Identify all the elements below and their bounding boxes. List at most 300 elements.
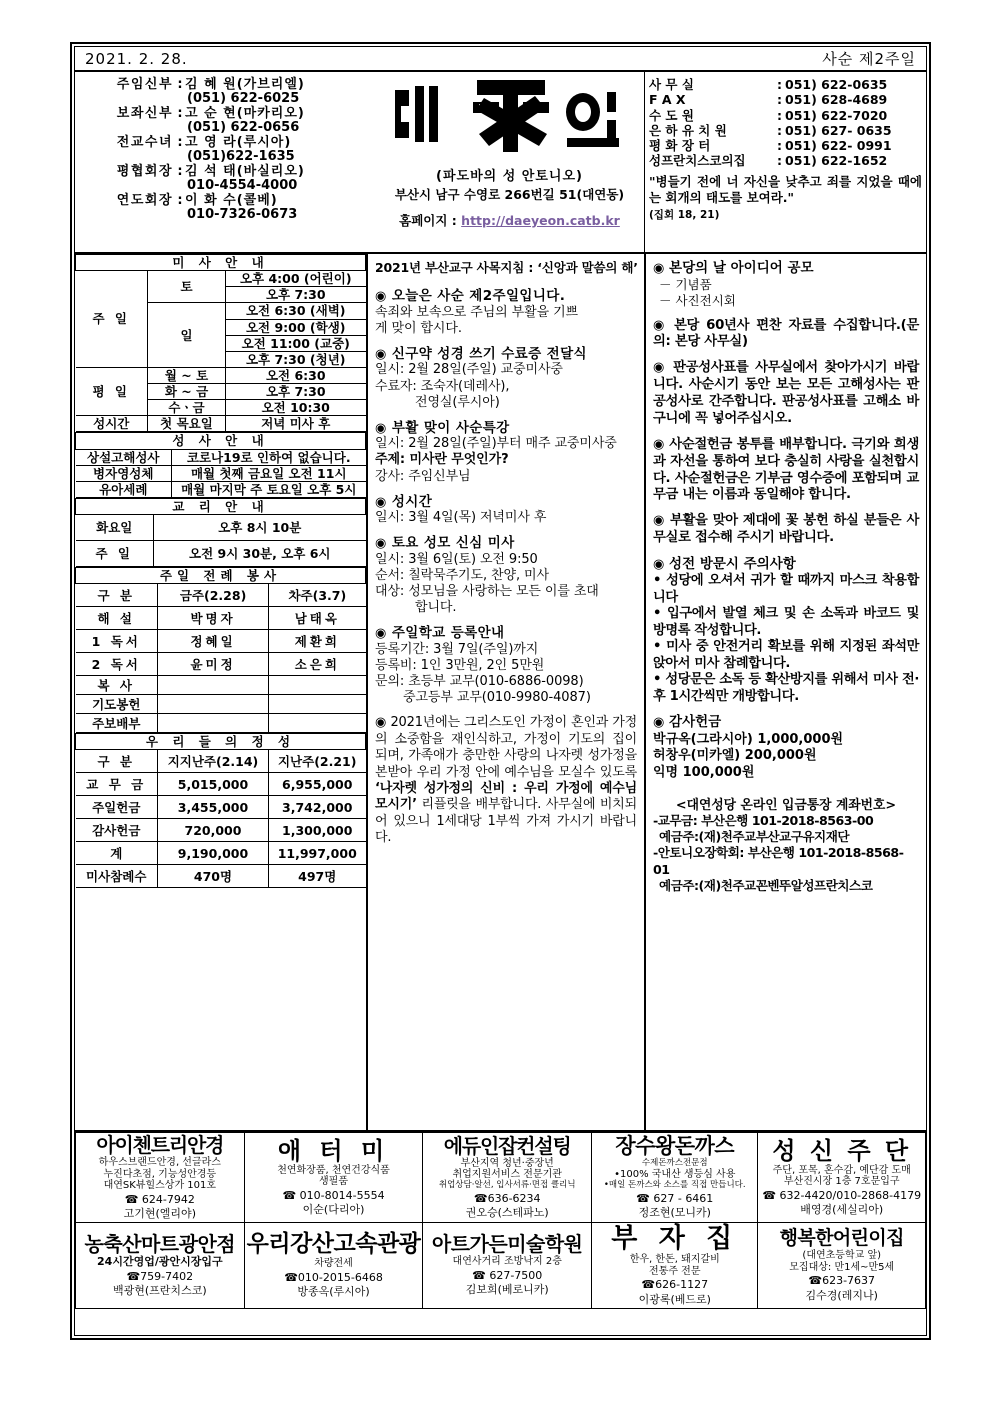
bullet-circle-icon: ◉ [375, 420, 387, 436]
contact-number: 051) 622- 0991 [785, 138, 892, 153]
precaution-text: 미사 중 안전거리 확보를 위해 지정된 좌석만 앉아서 미사 참례합니다. [653, 639, 920, 671]
parish-homepage [375, 211, 644, 229]
offerings-category: 교 무 금 [76, 773, 158, 796]
announcement-body-text: 부활을 맞아 제대에 꽃 봉헌 하실 분들은 사무실로 접수해 주시기 바랍니다. [653, 513, 919, 546]
liturgy-service-title: 주일 전례 봉사 [76, 568, 366, 584]
catechesis-value: 오전 9시 30분, 오후 6시 [154, 541, 366, 567]
announcement-title-text: 성전 방문시 주의사항 [669, 556, 796, 572]
catechesis-table [75, 498, 366, 567]
sacrament-label: 병자영성체 [76, 465, 172, 481]
bullet-dot-icon: • [653, 639, 662, 655]
ad-contact-person: 이광록(베드로) [638, 1292, 711, 1306]
ad-business-name: 우리강산고속관광 [246, 1230, 421, 1257]
ad-contact-person: 배영경(세실리아) [800, 1203, 884, 1217]
liturgy-person-next-week [269, 676, 366, 695]
ad-description: 대연사거리 조방낙지 2층 [452, 1256, 562, 1268]
liturgy-header-this-week: 금주(2.28) [158, 584, 269, 607]
ad-description: 하우스브랜드안경, 선글라스 [98, 1157, 221, 1168]
contact-colon: : [777, 92, 782, 108]
family-paragraph-before: 2021년에는 그리스도인 가정이 혼인과 가정의 소중함을 재인식하고, 가정이 기도의 집이 되며, 가족애가 충만한 사랑의 나자렛 성가정을 본받아 우리 가정 안에 예수님을 모실수 있도록 [375, 715, 637, 780]
offerings-table [75, 733, 366, 888]
liturgy-role: 해 설 [76, 607, 158, 630]
liturgy-person-next-week: 제환희 [269, 630, 366, 653]
precaution-item [653, 672, 919, 705]
contact-label: 사 무 실 [649, 77, 694, 92]
ad-phone: ☎759-7402 [126, 1269, 194, 1283]
ad-business-name: 에듀인잡컨설팅 [443, 1133, 571, 1158]
staff-colon: : [177, 164, 183, 179]
bullet-circle-icon: ◉ [653, 436, 665, 452]
contact-number: 051) 622-1652 [785, 153, 888, 169]
ad-contact-person: 김수경(레지나) [805, 1288, 878, 1302]
ad-cell[interactable] [244, 1223, 423, 1309]
offerings-header-prev1: 지난주(2.21) [268, 750, 365, 773]
contact-label: 성프란치스코의집 [649, 153, 746, 169]
ad-description: 취업상담·알선, 입사서류·면접 클리닉 [438, 1180, 576, 1191]
offerings-amount-prev1: 1,300,000 [268, 819, 365, 842]
attendance-label: 미사참례수 [76, 865, 158, 888]
contact-row [649, 123, 922, 138]
contact-row [649, 92, 922, 107]
diocese-guideline: 2021년 부산교구 사목지침 : ‘신앙과 말씀의 해’ [375, 260, 638, 275]
ad-cell[interactable] [592, 1133, 758, 1223]
ad-description: (대연초등학교 앞) [802, 1250, 882, 1262]
family-paragraph-after: 리플릿을 배부합니다. 사무실에 비치되어 있으니 1세대당 1부씩 가져 가시기 바랍니다. [375, 797, 637, 846]
ad-description: 취업지원서비스 전문기관 [452, 1169, 562, 1181]
contact-colon: : [777, 122, 782, 138]
bullet-circle-icon: ◉ [653, 360, 667, 376]
announcement-line: 순서: 칠락묵주기도, 찬양, 미사 [375, 568, 549, 584]
contact-label: 평 화 장 터 [649, 138, 711, 153]
thanks-offering-block [653, 714, 919, 782]
parish-patron: (파도바의 성 안토니오) [436, 169, 583, 184]
ad-phone: ☎ 624-7942 [124, 1192, 195, 1206]
contact-number: 051) 627- 0635 [785, 122, 892, 138]
ad-cell[interactable] [76, 1223, 245, 1309]
advertisements-section [75, 1130, 926, 1306]
precaution-text: 성당에 오셔서 귀가 할 때까지 마스크 착용합니다 [653, 573, 920, 605]
daeyeon-logo-icon [385, 76, 635, 162]
ad-contact-person: 이순(다리아) [302, 1203, 365, 1217]
bullet-circle-icon: ◉ [653, 317, 667, 333]
mass-day-sunday: 일 [148, 303, 226, 368]
announcement-line: 일시: 2월 28일(주일) 교중미사중 [375, 362, 563, 378]
mass-day-weekday: 월 ~ 토 [148, 367, 226, 383]
announcement-line: 일시: 3월 6일(토) 오전 9:50 [375, 551, 538, 567]
ad-cell[interactable] [76, 1133, 245, 1223]
announcement-item [375, 346, 637, 411]
contact-row [649, 108, 922, 123]
announcement-title-text: 본당의 날 아이디어 공모 [669, 260, 814, 276]
mass-time: 오전 10:30 [226, 400, 366, 416]
announcement-title [375, 535, 637, 552]
announcement-title [653, 260, 919, 277]
family-paragraph-bold: ‘나자렛 성가정의 신비 : 우리 가정에 예수님 모시기’ [375, 780, 637, 813]
announcement-title-text: 성시간 [391, 493, 433, 510]
ad-description: 천연화장품, 천연건강식품 [277, 1164, 390, 1176]
ad-description: 부산지역 청년·중장년 [460, 1157, 554, 1169]
staff-role: 보좌신부 [116, 106, 173, 121]
liturgy-person-this-week: 윤미정 [158, 653, 269, 676]
sacrament-value: 매월 마지막 주 토요일 오후 5시 [172, 481, 366, 497]
liturgy-header-category: 구 분 [76, 584, 158, 607]
announcement-title-text: 주일학교 등록안내 [391, 625, 505, 642]
announcement-body-text: 판공성사표를 사무실에서 찾아가시기 바랍니다. 사순시기 동안 보는 모든 고해성사는 판공성사로 간주합니다. 판공성사표를 고해소 바구니에 꼭 넣어주십시오. [653, 360, 919, 426]
announcement-body [653, 318, 919, 352]
staff-row [79, 136, 371, 149]
announcement-item [653, 360, 919, 428]
announcement-line: 등록비: 1인 3만원, 2인 5만원 [375, 658, 545, 674]
ad-contact-person: 고기현(엘리야) [123, 1206, 196, 1220]
scripture-source: (집회 18, 21) [649, 208, 720, 221]
staff-phone: 010-4554-4000 [187, 178, 298, 193]
family-leaflet-paragraph [375, 715, 637, 846]
ad-phone: ☎623-7637 [808, 1274, 876, 1288]
bulletin-page [70, 42, 931, 1340]
liturgy-header-next-week: 차주(3.7) [269, 584, 366, 607]
ad-business-name: 애 터 미 [277, 1136, 390, 1165]
staff-row [79, 194, 371, 207]
bullet-circle-icon: ◉ [375, 346, 387, 362]
liturgy-person-this-week [158, 676, 269, 695]
staff-row [79, 78, 371, 91]
announcement-item [375, 535, 637, 616]
contact-colon: : [777, 138, 782, 153]
announcement-item [375, 494, 637, 527]
announcement-line: 합니다. [415, 600, 457, 616]
liturgy-person-this-week [158, 695, 269, 714]
mass-time: 오전 9:00 (학생) [226, 319, 366, 335]
contact-colon: : [777, 153, 782, 169]
ad-description: •100% 국내산 생등심 사용 [614, 1169, 736, 1181]
staff-name: 김 석 태(바실리오) [185, 164, 305, 179]
mass-time: 오전 11:00 (교중) [226, 335, 366, 351]
announcement-line: 게 맞이 합시다. [375, 320, 462, 336]
staff-colon: : [177, 77, 183, 92]
announcement-title-text: 토요 성모 신심 미사 [391, 535, 515, 552]
holy-hour-day: 첫 목요일 [148, 416, 226, 432]
parish-logo [375, 74, 644, 164]
sacrament-label: 상설고해성사 [76, 449, 172, 465]
thanks-offering-entry: 박규옥(그라시아) 1,000,000원 [653, 731, 844, 747]
ad-contact-person: 방종옥(루시아) [297, 1284, 370, 1298]
offerings-total-prev1: 11,997,000 [268, 842, 365, 865]
staff-phone: (051) 622-6025 [187, 91, 300, 106]
announcement-item [653, 437, 919, 505]
thanks-offering-entry: 익명 100,000원 [653, 765, 755, 781]
ad-cell[interactable] [423, 1223, 592, 1309]
parish-identity [375, 72, 644, 252]
attendance-prev1: 497명 [268, 865, 365, 888]
sacraments-table [75, 432, 366, 498]
announcement-item [653, 556, 919, 705]
offerings-amount-prev1: 3,742,000 [268, 796, 365, 819]
liturgy-person-next-week: 남태옥 [269, 607, 366, 630]
mass-time: 오후 7:30 (청년) [226, 351, 366, 367]
bullet-dot-icon: • [653, 672, 662, 688]
staff-colon: : [177, 193, 183, 208]
offerings-amount-prev2: 720,000 [158, 819, 269, 842]
staff-colon: : [177, 106, 183, 121]
precaution-item [653, 606, 919, 639]
announcement-body-text: 사순절헌금 봉투를 배부합니다. 극기와 희생과 자선을 통하여 보다 충실히 사랑을 실천합시다. 사순절헌금은 기부금 영수증에 포함되며 교무금 내는 이름과 동일해야 합니다. [653, 436, 919, 503]
catechesis-value: 오후 8시 10분 [154, 515, 366, 541]
announcement-line: 수료자: 조숙자(데레사), [375, 378, 510, 394]
announcement-title [375, 494, 637, 511]
thanks-offering-title-text: 감사헌금 [669, 714, 722, 731]
staff-directory [75, 72, 375, 252]
precaution-text: 입구에서 발열 체크 및 손 소독과 바코드 및 방명록 작성합니다. [653, 606, 919, 638]
liturgy-service-table [75, 567, 366, 733]
offerings-amount-prev2: 3,455,000 [158, 796, 269, 819]
mass-group-weekday: 평 일 [76, 367, 148, 415]
announcement-title [653, 556, 919, 573]
sacrament-value: 코로나19로 인하여 없습니다. [172, 449, 366, 465]
homepage-link[interactable]: http://daeyeon.catb.kr [461, 213, 620, 228]
offerings-total-label: 계 [76, 842, 158, 865]
announcement-line: 일시: 3월 4일(목) 저녁미사 후 [375, 510, 547, 526]
liturgy-person-next-week: 소은희 [269, 653, 366, 676]
contact-row [649, 138, 922, 153]
contact-colon: : [777, 107, 782, 123]
announcement-subitem: － 기념품 [659, 277, 712, 293]
bank-accounts-block [653, 794, 919, 894]
offerings-header-prev2: 지지난주(2.14) [158, 750, 269, 773]
mass-schedule-title: 미 사 안 내 [76, 255, 366, 271]
announcement-item [375, 288, 637, 337]
ad-description: 차량전세 [314, 1257, 353, 1269]
ad-description: 24시간영업/광안시장입구 [97, 1254, 223, 1268]
offerings-title: 우 리 들 의 정 성 [76, 734, 366, 750]
bulletin-body [75, 254, 926, 1130]
announcement-subject: 주제: 미사란 무엇인가? [375, 452, 509, 468]
ad-description: 대연SK뷰힐스상가 101호 [103, 1180, 217, 1192]
bank-account-line: -교무금: 부산은행 101-2018-8563-00 [653, 813, 874, 829]
bank-account-line: 예금주:(재)천주교부산교구유지재단 [659, 829, 850, 845]
ad-business-name: 행복한어린이집 [779, 1227, 904, 1250]
liturgy-role: 기도봉헌 [76, 695, 158, 714]
announcement-item [653, 318, 919, 352]
announcement-line: 중고등부 교무(010-9980-4087) [403, 690, 591, 706]
ad-phone: ☎ 627 - 6461 [636, 1191, 714, 1205]
announcement-body [653, 513, 919, 547]
announcement-line: 강사: 주임신부님 [375, 468, 471, 484]
staff-name: 고 영 라(루시아) [185, 135, 292, 150]
mass-day-weekday: 수ㆍ금 [148, 400, 226, 416]
ad-business-name: 아트가든미술학원 [431, 1232, 583, 1257]
staff-role: 연도회장 [116, 193, 173, 208]
announcement-title [375, 420, 637, 437]
offerings-amount-prev1: 6,955,000 [268, 773, 365, 796]
bullet-circle-icon: ◉ [375, 289, 387, 304]
announcement-line: 등록기간: 3월 7일(주일)까지 [375, 641, 539, 657]
announcement-line: 문의: 초등부 교무(010-6886-0098) [375, 674, 584, 690]
staff-role: 평협회장 [116, 164, 173, 179]
mass-time: 오후 4:00 (어린이) [226, 271, 366, 287]
holy-hour-time: 저녁 미사 후 [226, 416, 366, 432]
catechesis-label: 주 일 [76, 541, 154, 567]
bulletin-header [75, 72, 926, 254]
liturgy-role: 복 사 [76, 676, 158, 695]
precaution-item [653, 639, 919, 672]
ad-phone: ☎ 010-8014-5554 [282, 1188, 385, 1202]
contact-number: 051) 622-7020 [785, 107, 888, 123]
ad-description: 한우, 한돈, 돼지갈비 [629, 1254, 720, 1266]
mass-schedule-table [75, 254, 366, 432]
precaution-item [653, 573, 919, 606]
bullet-circle-icon: ◉ [375, 626, 387, 642]
ad-phone: ☎ 627-7500 [472, 1269, 543, 1283]
liturgy-person-next-week [269, 714, 366, 733]
offerings-category: 감사헌금 [76, 819, 158, 842]
ad-phone: ☎626-1127 [641, 1278, 709, 1292]
announcements-right-column [646, 254, 926, 1130]
bank-account-line: 예금주:(재)천주교꼰벤뚜알성프란치스코 [659, 877, 873, 893]
mass-time: 오후 7:30 [226, 384, 366, 400]
ad-cell[interactable] [758, 1223, 926, 1309]
liturgy-person-this-week: 박명자 [158, 607, 269, 630]
sacraments-title: 성 사 안 내 [76, 433, 366, 449]
contact-label: F A X [649, 92, 686, 108]
bullet-circle-icon: ◉ [375, 715, 387, 731]
staff-phone: (051)622-1635 [187, 149, 295, 164]
liturgy-role: 2 독서 [76, 653, 158, 676]
announcement-title [375, 288, 637, 305]
ad-description: 수제돈까스전문점 [641, 1158, 708, 1169]
contact-label: 은 하 유 치 원 [649, 122, 727, 138]
announcement-body-text: 본당 60년사 편찬 자료를 수집합니다.(문의: 본당 사무실) [653, 317, 919, 350]
liturgy-role: 주보배부 [76, 714, 158, 733]
schedule-tables-column [75, 254, 368, 1130]
holy-hour-label: 성시간 [76, 416, 148, 432]
mass-time: 오후 7:30 [226, 287, 366, 303]
ad-business-name: 부 자 집 [611, 1223, 739, 1255]
thanks-offering-entry: 허창우(미카엘) 200,000원 [653, 748, 817, 764]
liturgy-person-next-week [269, 695, 366, 714]
announcement-line: 속죄와 보속으로 주님의 부활을 기쁘 [375, 304, 578, 320]
ad-cell[interactable] [592, 1223, 758, 1309]
announcement-title [375, 346, 637, 363]
scripture-verse: "병들기 전에 너 자신을 낮추고 죄를 지었을 때에는 회개의 태도를 보여라." [649, 173, 922, 205]
advertisements-table [75, 1132, 926, 1309]
contact-directory [644, 72, 926, 252]
ads-row-top [76, 1133, 926, 1223]
catechesis-label: 화요일 [76, 515, 154, 541]
staff-name: 이 화 수(콜베) [185, 193, 278, 208]
ad-cell[interactable] [423, 1133, 592, 1223]
ad-contact-person: 김보희(베로니카) [465, 1283, 549, 1297]
announcement-line: 전영실(루시아) [415, 394, 500, 410]
staff-name: 김 혜 원(가브리엘) [185, 77, 305, 92]
offerings-total-prev2: 9,190,000 [158, 842, 269, 865]
bulletin-date: 2021. 2. 28. [85, 49, 188, 68]
announcement-title-text: 신구약 성경 쓰기 수료증 전달식 [391, 345, 587, 362]
date-bar [75, 47, 926, 72]
ad-business-name: 성 신 주 단 [772, 1136, 912, 1165]
offerings-amount-prev2: 5,015,000 [158, 773, 269, 796]
contact-row [649, 153, 922, 168]
announcement-line: 대상: 성모님을 사랑하는 모든 이를 초대 [375, 584, 599, 600]
ads-row-bottom [76, 1223, 926, 1309]
bullet-circle-icon: ◉ [653, 261, 665, 276]
thanks-offering-title [653, 714, 919, 731]
ad-description: 부산진시장 1층 7호문입구 [783, 1176, 900, 1188]
liturgical-season: 사순 제2주일 [822, 50, 916, 68]
mass-time: 오전 6:30 [226, 367, 366, 383]
ad-business-name: 장수왕돈까스 [615, 1134, 735, 1159]
liturgy-role: 1 독서 [76, 630, 158, 653]
liturgy-person-this-week [158, 714, 269, 733]
offerings-category: 주일헌금 [76, 796, 158, 819]
ad-business-name: 농축산마트광안점 [84, 1231, 236, 1256]
staff-phone: (051) 622-0656 [187, 120, 300, 135]
announcement-item [375, 420, 637, 485]
contact-label: 수 도 원 [649, 107, 694, 123]
announcement-title-text: 부활 맞이 사순특강 [391, 419, 510, 436]
catechesis-title: 교 리 안 내 [76, 498, 366, 514]
announcement-title-text: 오늘은 사순 제2주일입니다. [391, 288, 566, 304]
contact-number: 051) 628-4689 [785, 92, 888, 108]
ad-description: •매일 돈까스와 소스를 직접 만듭니다. [603, 1179, 746, 1190]
bullet-circle-icon: ◉ [375, 494, 387, 510]
ad-description: 생필품 [319, 1176, 348, 1188]
ad-phone: ☎010-2015-6468 [284, 1270, 383, 1284]
ad-phone: ☎ 632-4420/010-2868-4179 [762, 1188, 922, 1202]
ad-contact-person: 권오승(스테파노) [465, 1206, 549, 1220]
contact-colon: : [777, 77, 782, 92]
sacrament-label: 유아세례 [76, 481, 172, 497]
announcement-item [375, 625, 637, 706]
announcement-subitem: － 사진전시회 [659, 292, 736, 308]
announcement-body [653, 437, 919, 505]
contact-number: 051) 622-0635 [785, 77, 888, 92]
staff-phone: 010-7326-0673 [187, 207, 298, 222]
ad-cell[interactable] [758, 1133, 926, 1223]
bullet-dot-icon: • [653, 606, 662, 622]
ad-contact-person: 정조현(모니카) [638, 1205, 711, 1219]
staff-name: 고 순 현(마카리오) [185, 106, 305, 121]
staff-colon: : [177, 135, 183, 150]
staff-role: 전교수녀 [116, 135, 173, 150]
ad-description: 누진다초점, 기능성안경등 [103, 1168, 217, 1180]
precaution-text: 성당문은 소독 등 확산방지를 위해서 미사 전·후 1시간씩만 개방합니다. [653, 672, 919, 704]
staff-row [79, 107, 371, 120]
announcement-title [375, 625, 637, 642]
mass-time: 오전 6:30 (새벽) [226, 303, 366, 319]
announcement-line: 일시: 2월 28일(주일)부터 매주 교중미사중 [375, 436, 617, 452]
bank-accounts-title: <대연성당 온라인 입금통장 계좌번호> [675, 798, 897, 814]
bank-account-line: -안토니오장학회: 부산은행 101-2018-8568-01 [653, 845, 904, 877]
bullet-circle-icon: ◉ [653, 513, 665, 529]
mass-day-weekday: 화 ~ 금 [148, 384, 226, 400]
announcement-item [653, 260, 919, 309]
homepage-label: 홈페이지 : [399, 213, 457, 228]
ad-phone: ☎636-6234 [473, 1191, 541, 1205]
bullet-circle-icon: ◉ [653, 715, 665, 731]
bullet-circle-icon: ◉ [375, 536, 387, 552]
announcements-middle-column [368, 254, 646, 1130]
ad-description: 모집대상: 만1세~만5세 [789, 1261, 895, 1273]
offerings-header-category: 구 분 [76, 750, 158, 773]
ad-description: 주단, 포목, 혼수감, 예단감 도매 [772, 1164, 911, 1176]
ad-cell[interactable] [244, 1133, 423, 1223]
ad-business-name: 아이첸트리안경 [96, 1133, 224, 1157]
ad-contact-person: 백광현(프란치스코) [113, 1283, 207, 1297]
attendance-prev2: 470명 [158, 865, 269, 888]
announcement-item [653, 513, 919, 547]
mass-day-saturday: 토 [148, 271, 226, 303]
ad-description: 전통주 전문 [649, 1265, 701, 1277]
